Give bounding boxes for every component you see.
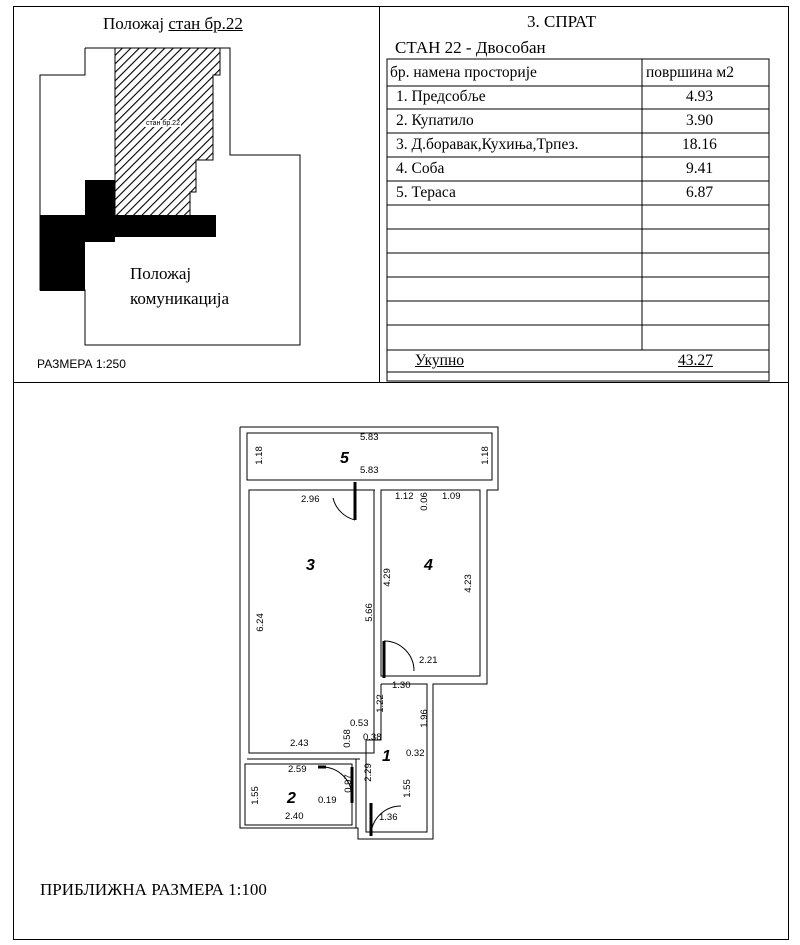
dim-room4-left: 4.29 [381, 568, 393, 587]
communication-label-line2: комуникација [130, 289, 230, 308]
row-4-area: 9.41 [686, 160, 714, 177]
dim-hall-e: 2.29 [362, 763, 374, 782]
dim-bath-bottom: 2.40 [285, 811, 304, 822]
table-header-name: бр. намена просторије [390, 64, 537, 81]
room-number-5: 5 [340, 450, 349, 467]
row-2-name: 2. Купатило [396, 112, 474, 129]
dim-terrace-left: 1.18 [253, 446, 265, 465]
dim-terrace-top: 5.83 [360, 432, 379, 443]
row-1-area: 4.93 [686, 88, 714, 105]
room-number-2: 2 [287, 790, 296, 807]
table-header-area: површина м2 [646, 64, 734, 81]
door-bedroom [384, 641, 414, 671]
apartment-title: СТАН 22 - Двособан [395, 38, 546, 57]
dim-terrace-bottom: 5.83 [360, 465, 379, 476]
dim-hall-f: 1.55 [401, 779, 413, 798]
dim-room4-right: 4.23 [462, 574, 474, 593]
door-living [333, 498, 355, 520]
dim-hall-bottom: 1.36 [379, 812, 398, 823]
dim-room4-top-c: 1.09 [442, 491, 461, 502]
location-scale: РАЗМЕРА 1:250 [37, 357, 126, 371]
dim-bath-top: 2.59 [288, 764, 307, 775]
room-number-1: 1 [382, 748, 391, 765]
row-5-name: 5. Тераса [396, 184, 456, 201]
dim-living-bottom: 2.43 [290, 738, 309, 749]
dim-hall-left: 1.22 [374, 694, 386, 713]
dim-hall-top: 1.30 [392, 680, 411, 691]
row-1-name: 1. Предсобље [396, 88, 486, 105]
location-title-plain: Положај [103, 14, 169, 33]
floor-plan-scale: ПРИБЛИЖНА РАЗМЕРА 1:100 [40, 880, 267, 899]
total-value: 43.27 [678, 352, 713, 369]
dim-hall-d: 0.32 [406, 748, 425, 759]
room-number-4: 4 [424, 557, 433, 574]
row-3-area: 18.16 [682, 136, 717, 153]
dim-hall-b: 0.38 [363, 732, 382, 743]
total-label: Укупно [415, 352, 465, 369]
dim-terrace-right: 1.18 [479, 446, 491, 465]
apartment-tag: стан бр.22 [146, 120, 180, 127]
dim-room4-door: 2.21 [419, 655, 438, 666]
row-4-name: 4. Соба [396, 160, 445, 177]
dim-living-right: 5.66 [363, 603, 375, 622]
dim-room4-top-a: 1.12 [395, 491, 414, 502]
dim-hall-right: 1.96 [418, 709, 430, 728]
row-2-area: 3.90 [686, 112, 714, 129]
communication-label-line1: Положај [130, 264, 192, 283]
dim-living-left: 6.24 [254, 613, 266, 632]
floor-title: 3. СПРАТ [527, 12, 597, 31]
dim-hall-a: 0.53 [350, 718, 369, 729]
dim-living-top: 2.96 [301, 494, 320, 505]
dim-hall-c: 0.58 [341, 729, 353, 748]
row-3-name: 3. Д.боравак,Кухиња,Трпез. [396, 136, 579, 153]
dim-room4-top-b: 0.06 [418, 492, 430, 511]
location-title-underlined: стан бр.22 [168, 14, 243, 33]
dim-bath-b: 0.97 [342, 774, 354, 793]
room-number-3: 3 [306, 557, 315, 574]
row-5-area: 6.87 [686, 184, 714, 201]
dim-bath-a: 0.19 [318, 795, 337, 806]
dim-bath-left: 1.55 [249, 786, 261, 805]
